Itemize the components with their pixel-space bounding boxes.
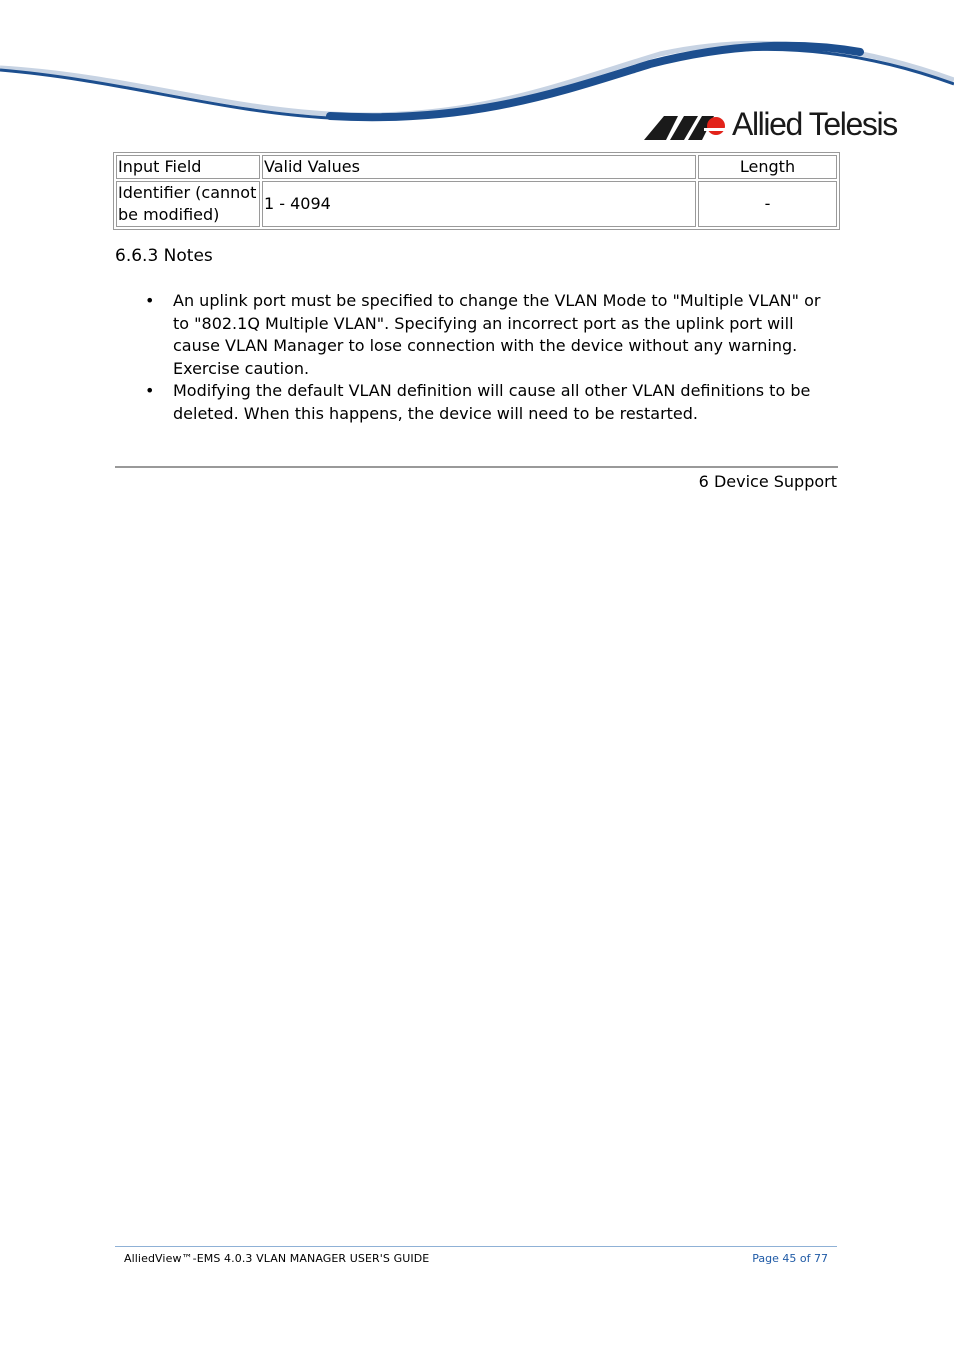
cell-input-field: Identifier (cannot be modified): [116, 181, 260, 227]
section-heading: 6.6.3 Notes: [115, 246, 213, 266]
list-item: [115, 290, 835, 380]
table-row: [116, 181, 837, 227]
input-fields-table: [113, 152, 840, 230]
logo-mark-icon: [644, 114, 728, 140]
cell-length: -: [698, 181, 837, 227]
section-divider: [115, 466, 838, 468]
logo-wordmark: Allied Telesis: [732, 106, 897, 142]
note-text: An uplink port must be specified to change the VLAN Mode to "Multiple VLAN" or to "802.1Q Multiple VLAN". Specifying an incorrect port as the uplink port will cause VLAN Manager to lose connection with the device without any warning. Exercise caution.: [173, 291, 821, 378]
header-length: Length: [698, 155, 837, 179]
note-text: Modifying the default VLAN definition will cause all other VLAN definitions to be deleted. When this happens, the device will need to be restarted.: [173, 381, 811, 423]
chapter-footer: 6 Device Support: [698, 472, 837, 491]
footer-document-title: AlliedView™-EMS 4.0.3 VLAN MANAGER USER'S GUIDE: [124, 1252, 430, 1265]
cell-valid-values: 1 - 4094: [262, 181, 696, 227]
header-valid-values: Valid Values: [262, 155, 696, 179]
header-input-field: Input Field: [116, 155, 260, 179]
table-header-row: [116, 155, 837, 179]
footer-divider: [115, 1246, 837, 1247]
bullet-icon: •: [145, 381, 155, 401]
list-item: [115, 380, 835, 425]
notes-list: [115, 290, 835, 426]
bullet-icon: •: [145, 291, 155, 310]
footer-page-number: Page 45 of 77: [752, 1252, 828, 1265]
